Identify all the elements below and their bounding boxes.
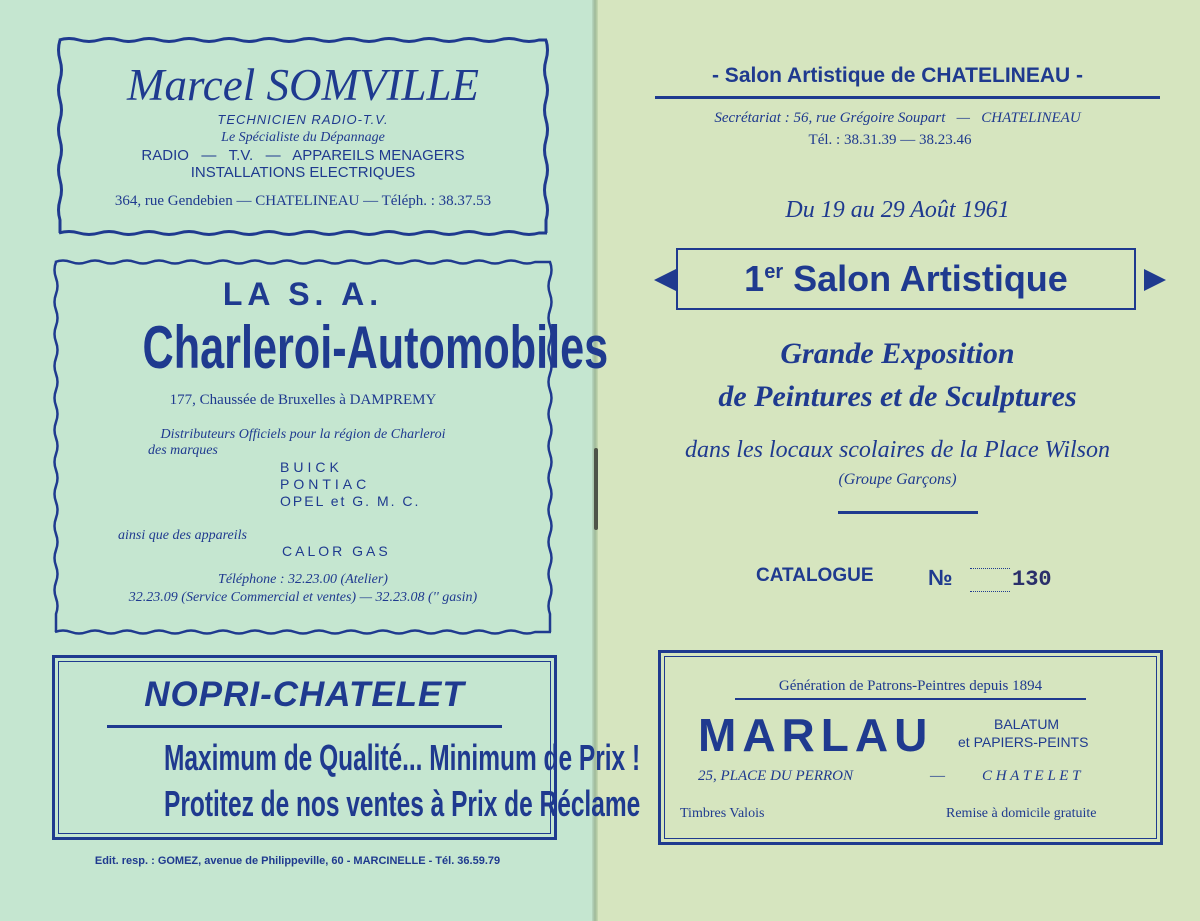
groupe: (Groupe Garçons) [838,471,957,488]
charleroi-title: LA S. A. [222,276,384,312]
brand-opel-gmc: OPEL et G. M. C. [280,493,421,509]
brand-pontiac: PONTIAC [280,476,371,492]
calor-gas: CALOR GAS [282,543,391,559]
salon-title: Salon Artistique [793,258,1068,299]
marlau-city: C H A T E L E T [982,768,1081,784]
triangle-right-icon [1140,265,1170,295]
locaux: dans les locaux scolaires de la Place Wilson [684,437,1111,463]
secretariat: Secrétariat : 56, rue Grégoire Soupart — CHATELINEAU [714,110,1081,126]
salon-superscript: er [764,261,784,283]
brand-buick: BUICK [280,459,343,475]
somville-name: Marcel SOMVILLE [126,60,480,110]
marlau-name: MARLAU [698,709,934,761]
editor-footer: Edit. resp. : GOMEZ, avenue de Philippeville, 60 - MARCINELLE - Tél. 36.59.79 [94,855,501,867]
somville-ad [56,37,550,237]
charleroi-address: 177, Chaussée de Bruxelles à DAMPREMY [169,392,437,408]
salon-number: 1 [744,258,765,299]
somville-subtitle: TECHNICIEN RADIO-T.V. [217,112,389,127]
triangle-left-icon [650,265,680,295]
somville-line2: INSTALLATIONS ELECTRIQUES [190,164,416,181]
marlau-remise: Remise à domicile gratuite [946,806,1097,821]
marlau-rule [735,698,1086,700]
charleroi-ad [52,258,609,636]
catalogue-label: CATALOGUE [756,565,874,586]
somville-address: 364, rue Gendebien — CHATELINEAU — Téléph. : 38.37.53 [114,193,492,209]
marlau-ad [658,650,1163,845]
nopri-title: NOPRI-CHATELET [144,675,465,714]
marlau-papiers: et PAPIERS-PEINTS [958,734,1089,750]
charleroi-distrib1: Distributeurs Officiels pour la région de Charleroi [160,427,446,442]
nopri-line2: Protitez de nos ventes à Prix de Réclame [164,783,641,824]
catalogue-no-sign: № [928,565,953,590]
somville-tagline: Le Spécialiste du Dépannage [221,130,385,145]
expo-line2: de Peintures et de Sculptures [718,380,1077,413]
expo-line1: Grande Exposition [780,337,1015,370]
marlau-address: 25, PLACE DU PERRON [698,768,853,784]
charleroi-phone2: 32.23.09 (Service Commercial et ventes) — 32.23.08 ('' gasin) [128,590,478,605]
salon-title-box [676,248,1136,310]
marlau-balatum: BALATUM [994,716,1060,732]
nopri-ad [52,655,641,840]
catalogue-stamp-field [970,568,1010,592]
marlau-dash: — [930,768,945,784]
catalogue-number: 130 [1012,567,1052,592]
somville-line1: RADIO — T.V. — APPAREILS MENAGERS [141,147,465,164]
dates: Du 19 au 29 Août 1961 [785,197,1010,223]
header-rule [655,96,1160,99]
salon-header: - Salon Artistique de CHATELINEAU - [711,64,1083,87]
marlau-timbres: Timbres Valois [680,806,765,821]
charleroi-name: Charleroi-Automobiles [142,314,609,381]
telephone: Tél. : 38.31.39 — 38.23.46 [808,132,972,148]
nopri-line1: Maximum de Qualité... Minimum de Prix ! [164,737,641,778]
charleroi-phone1: Téléphone : 32.23.00 (Atelier) [218,572,388,587]
marlau-generation: Génération de Patrons-Peintres depuis 1894 [778,678,1043,694]
nopri-underline [107,725,502,728]
charleroi-appareils: ainsi que des appareils [118,528,247,543]
divider-rule [838,511,978,514]
charleroi-distrib2: des marques [148,443,218,458]
